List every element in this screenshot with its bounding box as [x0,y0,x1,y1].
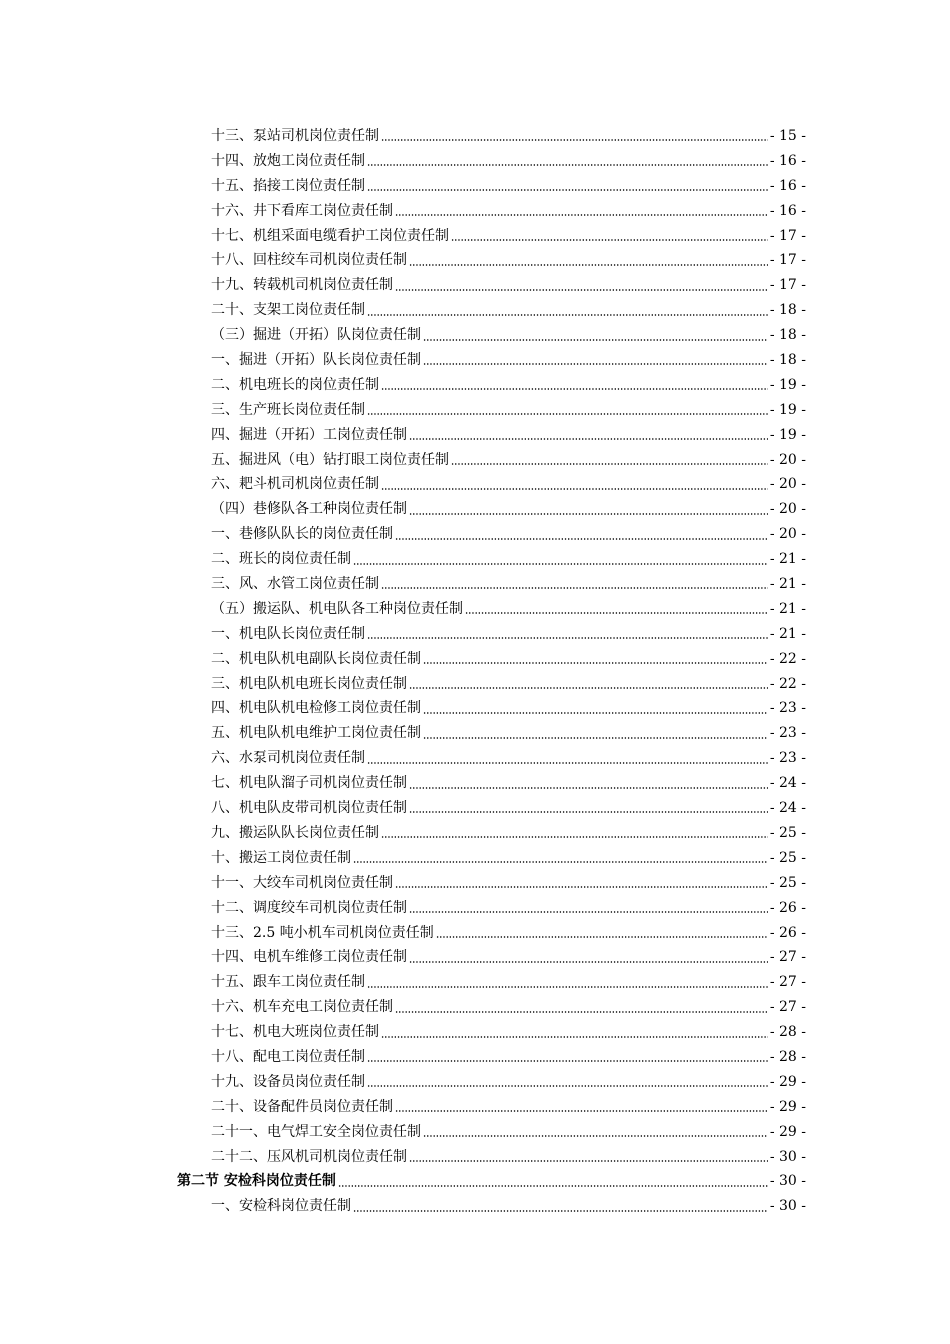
toc-entry[interactable] [0,298,806,323]
toc-leader-dots [381,135,768,145]
toc-page-number: - 20 - [769,526,806,543]
toc-entry-title: 十四、电机车维修工岗位责任制 [211,949,407,966]
toc-entry-title: 八、机电队皮带司机岗位责任制 [211,800,407,817]
toc-entry[interactable] [0,423,806,448]
toc-entry[interactable] [0,547,806,572]
toc-entry-title: 十八、回柱绞车司机岗位责任制 [211,252,407,269]
toc-entry-title: （三）掘进（开拓）队岗位责任制 [211,327,421,344]
toc-entry-title: 一、机电队长岗位责任制 [211,625,365,642]
toc-leader-dots [338,1181,768,1191]
toc-entry[interactable] [0,672,806,697]
toc-leader-dots [353,559,768,569]
toc-entry-title: 十六、机车充电工岗位责任制 [211,999,393,1016]
toc-page-number: - 17 - [769,252,806,269]
toc-page-number: - 27 - [769,974,806,991]
toc-entry[interactable] [0,871,806,896]
toc-entry-title: 十七、机组采面电缆看护工岗位责任制 [211,227,449,244]
toc-entry-title: 三、风、水管工岗位责任制 [211,576,379,593]
toc-page-number: - 24 - [769,775,806,792]
toc-leader-dots [409,1156,768,1166]
toc-entry[interactable] [0,149,806,174]
toc-entry-title: 二十一、电气焊工安全岗位责任制 [211,1123,421,1140]
toc-page-number: - 20 - [769,451,806,468]
toc-page-number: - 28 - [769,1048,806,1065]
toc-leader-dots [395,1106,768,1116]
toc-entry[interactable] [0,373,806,398]
toc-entry[interactable] [0,1120,806,1145]
toc-entry-title: 二十、设备配件员岗位责任制 [211,1098,393,1115]
toc-page-number: - 19 - [769,426,806,443]
toc-page-number: - 17 - [769,277,806,294]
toc-page-number: - 19 - [769,376,806,393]
toc-entry-title: 十七、机电大班岗位责任制 [211,1024,379,1041]
toc-entry-title: 四、机电队机电检修工岗位责任制 [211,700,421,717]
toc-entry-title: 一、安检科岗位责任制 [211,1198,351,1215]
toc-leader-dots [436,932,768,942]
toc-leader-dots [367,1081,768,1091]
toc-page-number: - 30 - [769,1148,806,1165]
toc-entry[interactable] [0,522,806,547]
toc-entry-title: 一、掘进（开拓）队长岗位责任制 [211,352,421,369]
toc-leader-dots [395,882,768,892]
toc-leader-dots [367,310,768,320]
toc-leader-dots [465,608,768,618]
toc-leader-dots [451,459,768,469]
toc-entry[interactable] [0,1145,806,1170]
toc-leader-dots [409,957,768,967]
toc-entry-title: 三、生产班长岗位责任制 [211,401,365,418]
toc-page-number: - 22 - [769,650,806,667]
toc-leader-dots [423,658,768,668]
toc-entry[interactable] [0,846,806,871]
toc-entry[interactable] [0,472,806,497]
toc-leader-dots [409,509,768,519]
toc-page-number: - 24 - [769,800,806,817]
toc-leader-dots [367,409,768,419]
toc-entry-title: 十、搬运工岗位责任制 [211,849,351,866]
toc-entry-title: 二、班长的岗位责任制 [211,551,351,568]
toc-leader-dots [423,1131,768,1141]
toc-page-number: - 18 - [769,352,806,369]
toc-section-entry[interactable] [0,1169,806,1194]
toc-entry-title: 四、掘进（开拓）工岗位责任制 [211,426,407,443]
toc-entry-title: 十九、设备员岗位责任制 [211,1073,365,1090]
toc-entry[interactable] [0,224,806,249]
toc-entry-title: 一、巷修队队长的岗位责任制 [211,526,393,543]
toc-entry[interactable] [0,995,806,1020]
toc-entry[interactable] [0,248,806,273]
toc-page-number: - 26 - [769,924,806,941]
toc-entry[interactable] [0,896,806,921]
toc-page-number: - 25 - [769,849,806,866]
toc-page-number: - 19 - [769,401,806,418]
toc-entry-title: （四）巷修队各工种岗位责任制 [211,501,407,518]
toc-entry[interactable] [0,696,806,721]
toc-page-number: - 21 - [769,625,806,642]
toc-leader-dots [409,807,768,817]
toc-leader-dots [367,160,768,170]
toc-leader-dots [395,210,768,220]
toc-leader-dots [395,1007,768,1017]
toc-leader-dots [353,1206,768,1216]
toc-entry-title: 十六、井下看库工岗位责任制 [211,202,393,219]
toc-leader-dots [367,758,768,768]
toc-leader-dots [451,235,768,245]
toc-entry-title: 五、掘进风（电）钻打眼工岗位责任制 [211,451,449,468]
toc-page-number: - 23 - [769,725,806,742]
toc-entry[interactable] [0,1020,806,1045]
toc-entry-title: 十一、大绞车司机岗位责任制 [211,874,393,891]
toc-leader-dots [409,907,768,917]
toc-entry-title: 十三、2.5 吨小机车司机岗位责任制 [211,924,434,941]
toc-page-number: - 17 - [769,227,806,244]
toc-leader-dots [395,534,768,544]
toc-entry-title: 十九、转载机司机岗位责任制 [211,277,393,294]
toc-entry-title: 第二节 安检科岗位责任制 [177,1173,336,1190]
toc-entry[interactable] [0,721,806,746]
toc-leader-dots [395,285,768,295]
toc-entry-title: 十四、放炮工岗位责任制 [211,152,365,169]
toc-entry[interactable] [0,921,806,946]
toc-page-number: - 25 - [769,824,806,841]
toc-page-number: - 16 - [769,177,806,194]
toc-leader-dots [409,260,768,270]
toc-entry[interactable] [0,1045,806,1070]
toc-leader-dots [423,335,768,345]
toc-entry-title: 二、机电队机电副队长岗位责任制 [211,650,421,667]
toc-leader-dots [423,733,768,743]
toc-entry-title: 十五、跟车工岗位责任制 [211,974,365,991]
toc-entry[interactable] [0,746,806,771]
toc-leader-dots [423,359,768,369]
toc-entry[interactable] [0,273,806,298]
toc-entry[interactable] [0,970,806,995]
toc-entry[interactable] [0,1194,806,1219]
toc-entry-title: 二十、支架工岗位责任制 [211,302,365,319]
toc-page-number: - 22 - [769,675,806,692]
toc-entry-title: 十三、泵站司机岗位责任制 [211,128,379,144]
toc-page-number: - 18 - [769,302,806,319]
toc-page-number: - 21 - [769,600,806,617]
toc-entry[interactable] [0,348,806,373]
toc-entry-title: 十五、掐接工岗位责任制 [211,177,365,194]
toc-leader-dots [423,708,768,718]
toc-page-number: - 23 - [769,750,806,767]
toc-page-number: - 29 - [769,1123,806,1140]
toc-page-number: - 29 - [769,1073,806,1090]
toc-entry[interactable] [0,323,806,348]
toc-page-number: - 21 - [769,576,806,593]
toc-entry[interactable] [0,945,806,970]
toc-page-number: - 28 - [769,1024,806,1041]
toc-entry[interactable] [0,448,806,473]
toc-entry[interactable] [0,124,806,149]
toc-entry-title: （五）搬运队、机电队各工种岗位责任制 [211,600,463,617]
toc-page-number: - 16 - [769,152,806,169]
toc-entry-title: 三、机电队机电班长岗位责任制 [211,675,407,692]
toc-entry-title: 六、耙斗机司机岗位责任制 [211,476,379,493]
toc-page-number: - 26 - [769,899,806,916]
toc-leader-dots [409,683,768,693]
toc-entry-title: 二十二、压风机司机岗位责任制 [211,1148,407,1165]
toc-entry-title: 十二、调度绞车司机岗位责任制 [211,899,407,916]
toc-entry-title: 十八、配电工岗位责任制 [211,1048,365,1065]
toc-page-number: - 30 - [769,1173,806,1190]
toc-entry[interactable] [0,174,806,199]
toc-entry[interactable] [0,821,806,846]
toc-page-number: - 21 - [769,551,806,568]
toc-leader-dots [381,1032,768,1042]
toc-leader-dots [381,832,768,842]
toc-entry[interactable] [0,796,806,821]
toc-entry-title: 七、机电队溜子司机岗位责任制 [211,775,407,792]
toc-leader-dots [381,583,768,593]
toc-entry[interactable] [0,1095,806,1120]
toc-leader-dots [409,783,768,793]
toc-entry-title: 二、机电班长的岗位责任制 [211,376,379,393]
toc-entry[interactable] [0,398,806,423]
toc-entry[interactable] [0,622,806,647]
toc-entry[interactable] [0,572,806,597]
toc-page-number: - 27 - [769,949,806,966]
toc-entry[interactable] [0,497,806,522]
toc-page-number: - 20 - [769,501,806,518]
toc-entry-title: 九、搬运队队长岗位责任制 [211,824,379,841]
table-of-contents [0,124,950,1219]
toc-page-number: - 30 - [769,1198,806,1215]
toc-page-number: - 23 - [769,700,806,717]
toc-leader-dots [367,185,768,195]
toc-page-number: - 25 - [769,874,806,891]
toc-leader-dots [409,434,768,444]
toc-entry[interactable] [0,597,806,622]
toc-page-number: - 15 - [769,128,806,144]
toc-entry-title: 六、水泵司机岗位责任制 [211,750,365,767]
toc-entry-title: 五、机电队机电维护工岗位责任制 [211,725,421,742]
toc-leader-dots [353,857,768,867]
toc-leader-dots [367,1056,768,1066]
toc-page-number: - 18 - [769,327,806,344]
toc-page-number: - 29 - [769,1098,806,1115]
toc-page-number: - 20 - [769,476,806,493]
toc-entry[interactable] [0,199,806,224]
toc-entry[interactable] [0,1070,806,1095]
toc-leader-dots [367,982,768,992]
toc-entry[interactable] [0,647,806,672]
toc-leader-dots [381,384,768,394]
toc-page-number: - 16 - [769,202,806,219]
toc-leader-dots [381,484,768,494]
toc-entry[interactable] [0,771,806,796]
toc-page-number: - 27 - [769,999,806,1016]
toc-leader-dots [367,633,768,643]
